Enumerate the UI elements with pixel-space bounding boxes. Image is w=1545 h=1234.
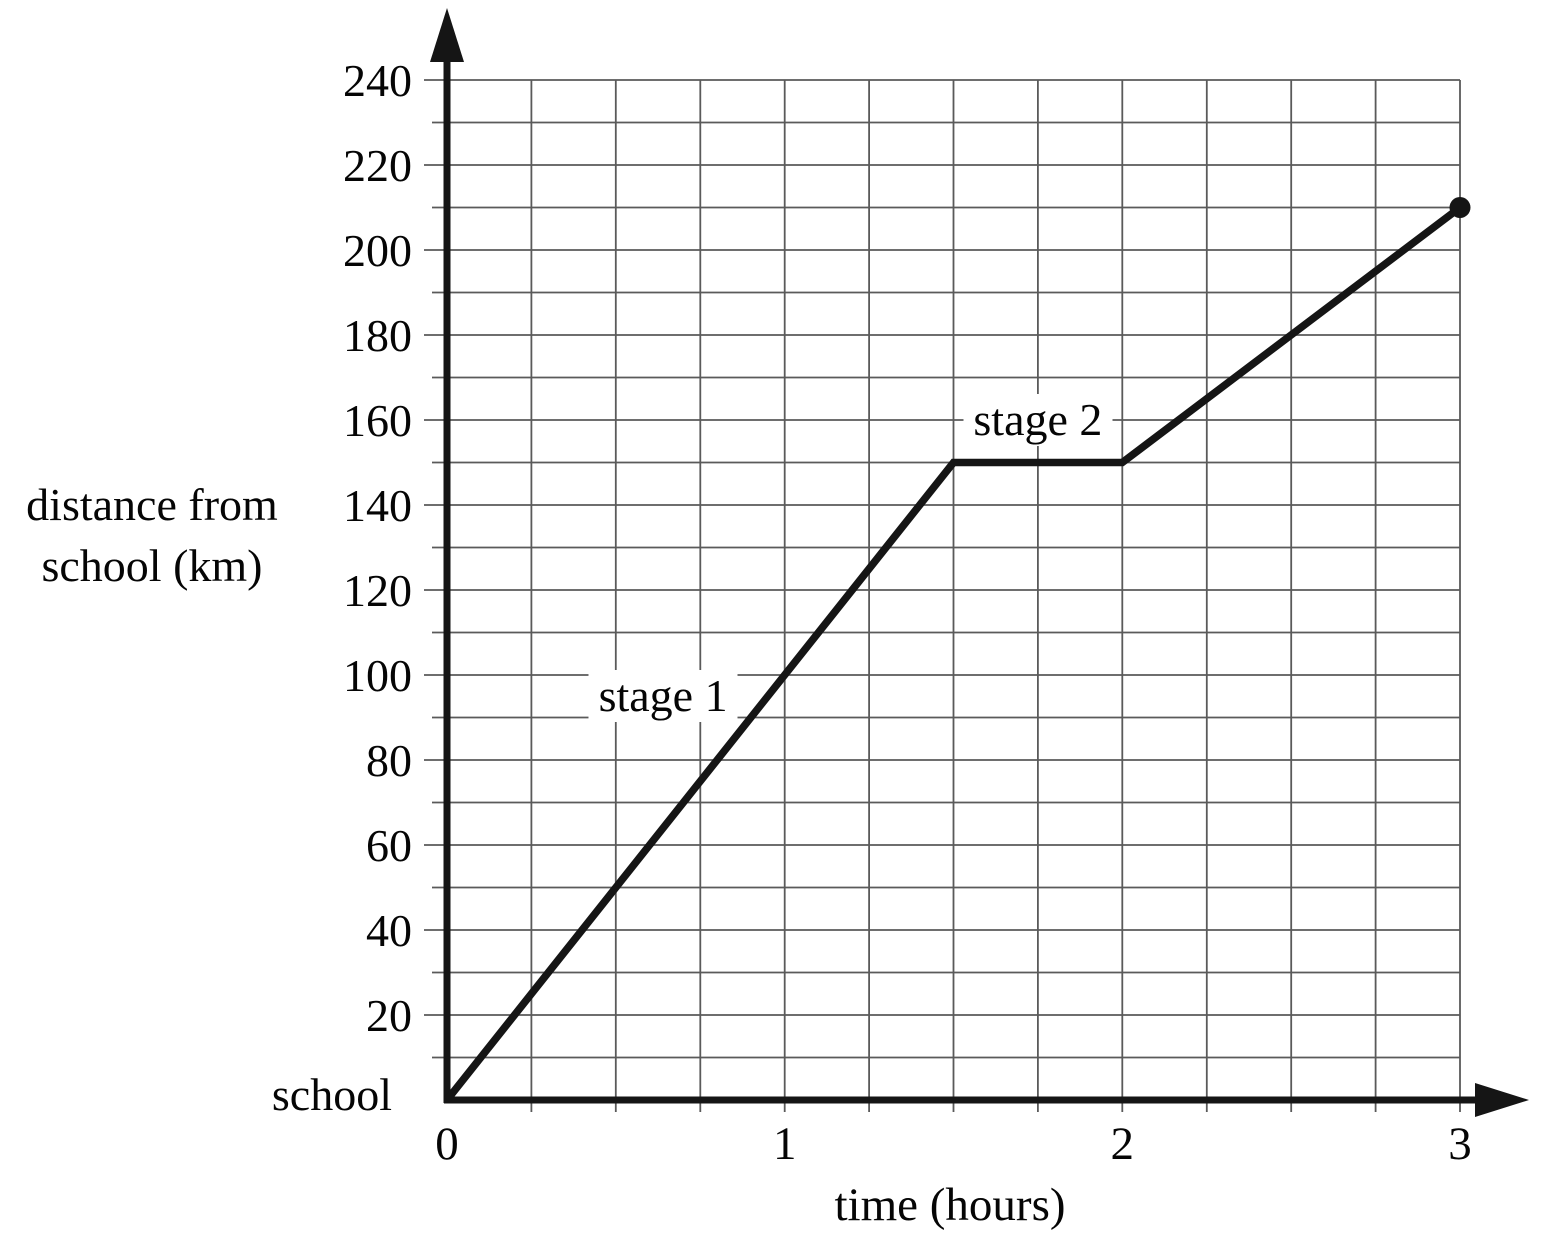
y-axis-arrow-icon <box>430 8 464 62</box>
y-tick-label: 140 <box>343 480 412 531</box>
origin-label: school <box>271 1069 392 1120</box>
y-axis-title <box>2 474 302 596</box>
x-tick-label: 0 <box>435 1118 459 1170</box>
x-tick-label: 3 <box>1448 1118 1472 1170</box>
y-tick-label: 200 <box>343 225 412 276</box>
stage-annotation: stage 1 <box>589 670 738 722</box>
y-tick-label: 80 <box>366 735 412 786</box>
x-axis-arrow-icon <box>1475 1083 1529 1117</box>
y-tick-label: 180 <box>343 310 412 361</box>
y-tick-label: 40 <box>366 905 412 956</box>
y-tick-label: 20 <box>366 990 412 1041</box>
y-tick-label: 60 <box>366 820 412 871</box>
x-axis-title: time (hours) <box>834 1179 1066 1231</box>
end-point-dot <box>1450 197 1471 218</box>
x-tick-label: 2 <box>1110 1118 1135 1170</box>
y-tick-label: 220 <box>343 140 412 191</box>
stage-annotation: stage 2 <box>963 394 1112 446</box>
y-tick-label: 120 <box>343 565 412 616</box>
y-tick-label: 160 <box>343 395 412 446</box>
x-tick-label: 1 <box>772 1118 797 1170</box>
y-axis-title-line2: school (km) <box>41 540 263 591</box>
grid-lines <box>424 80 1460 1112</box>
y-axis-title-line1: distance from <box>26 479 278 530</box>
y-tick-label: 240 <box>343 55 412 106</box>
axis-lines <box>444 55 1481 1103</box>
y-tick-label: 100 <box>343 650 412 701</box>
